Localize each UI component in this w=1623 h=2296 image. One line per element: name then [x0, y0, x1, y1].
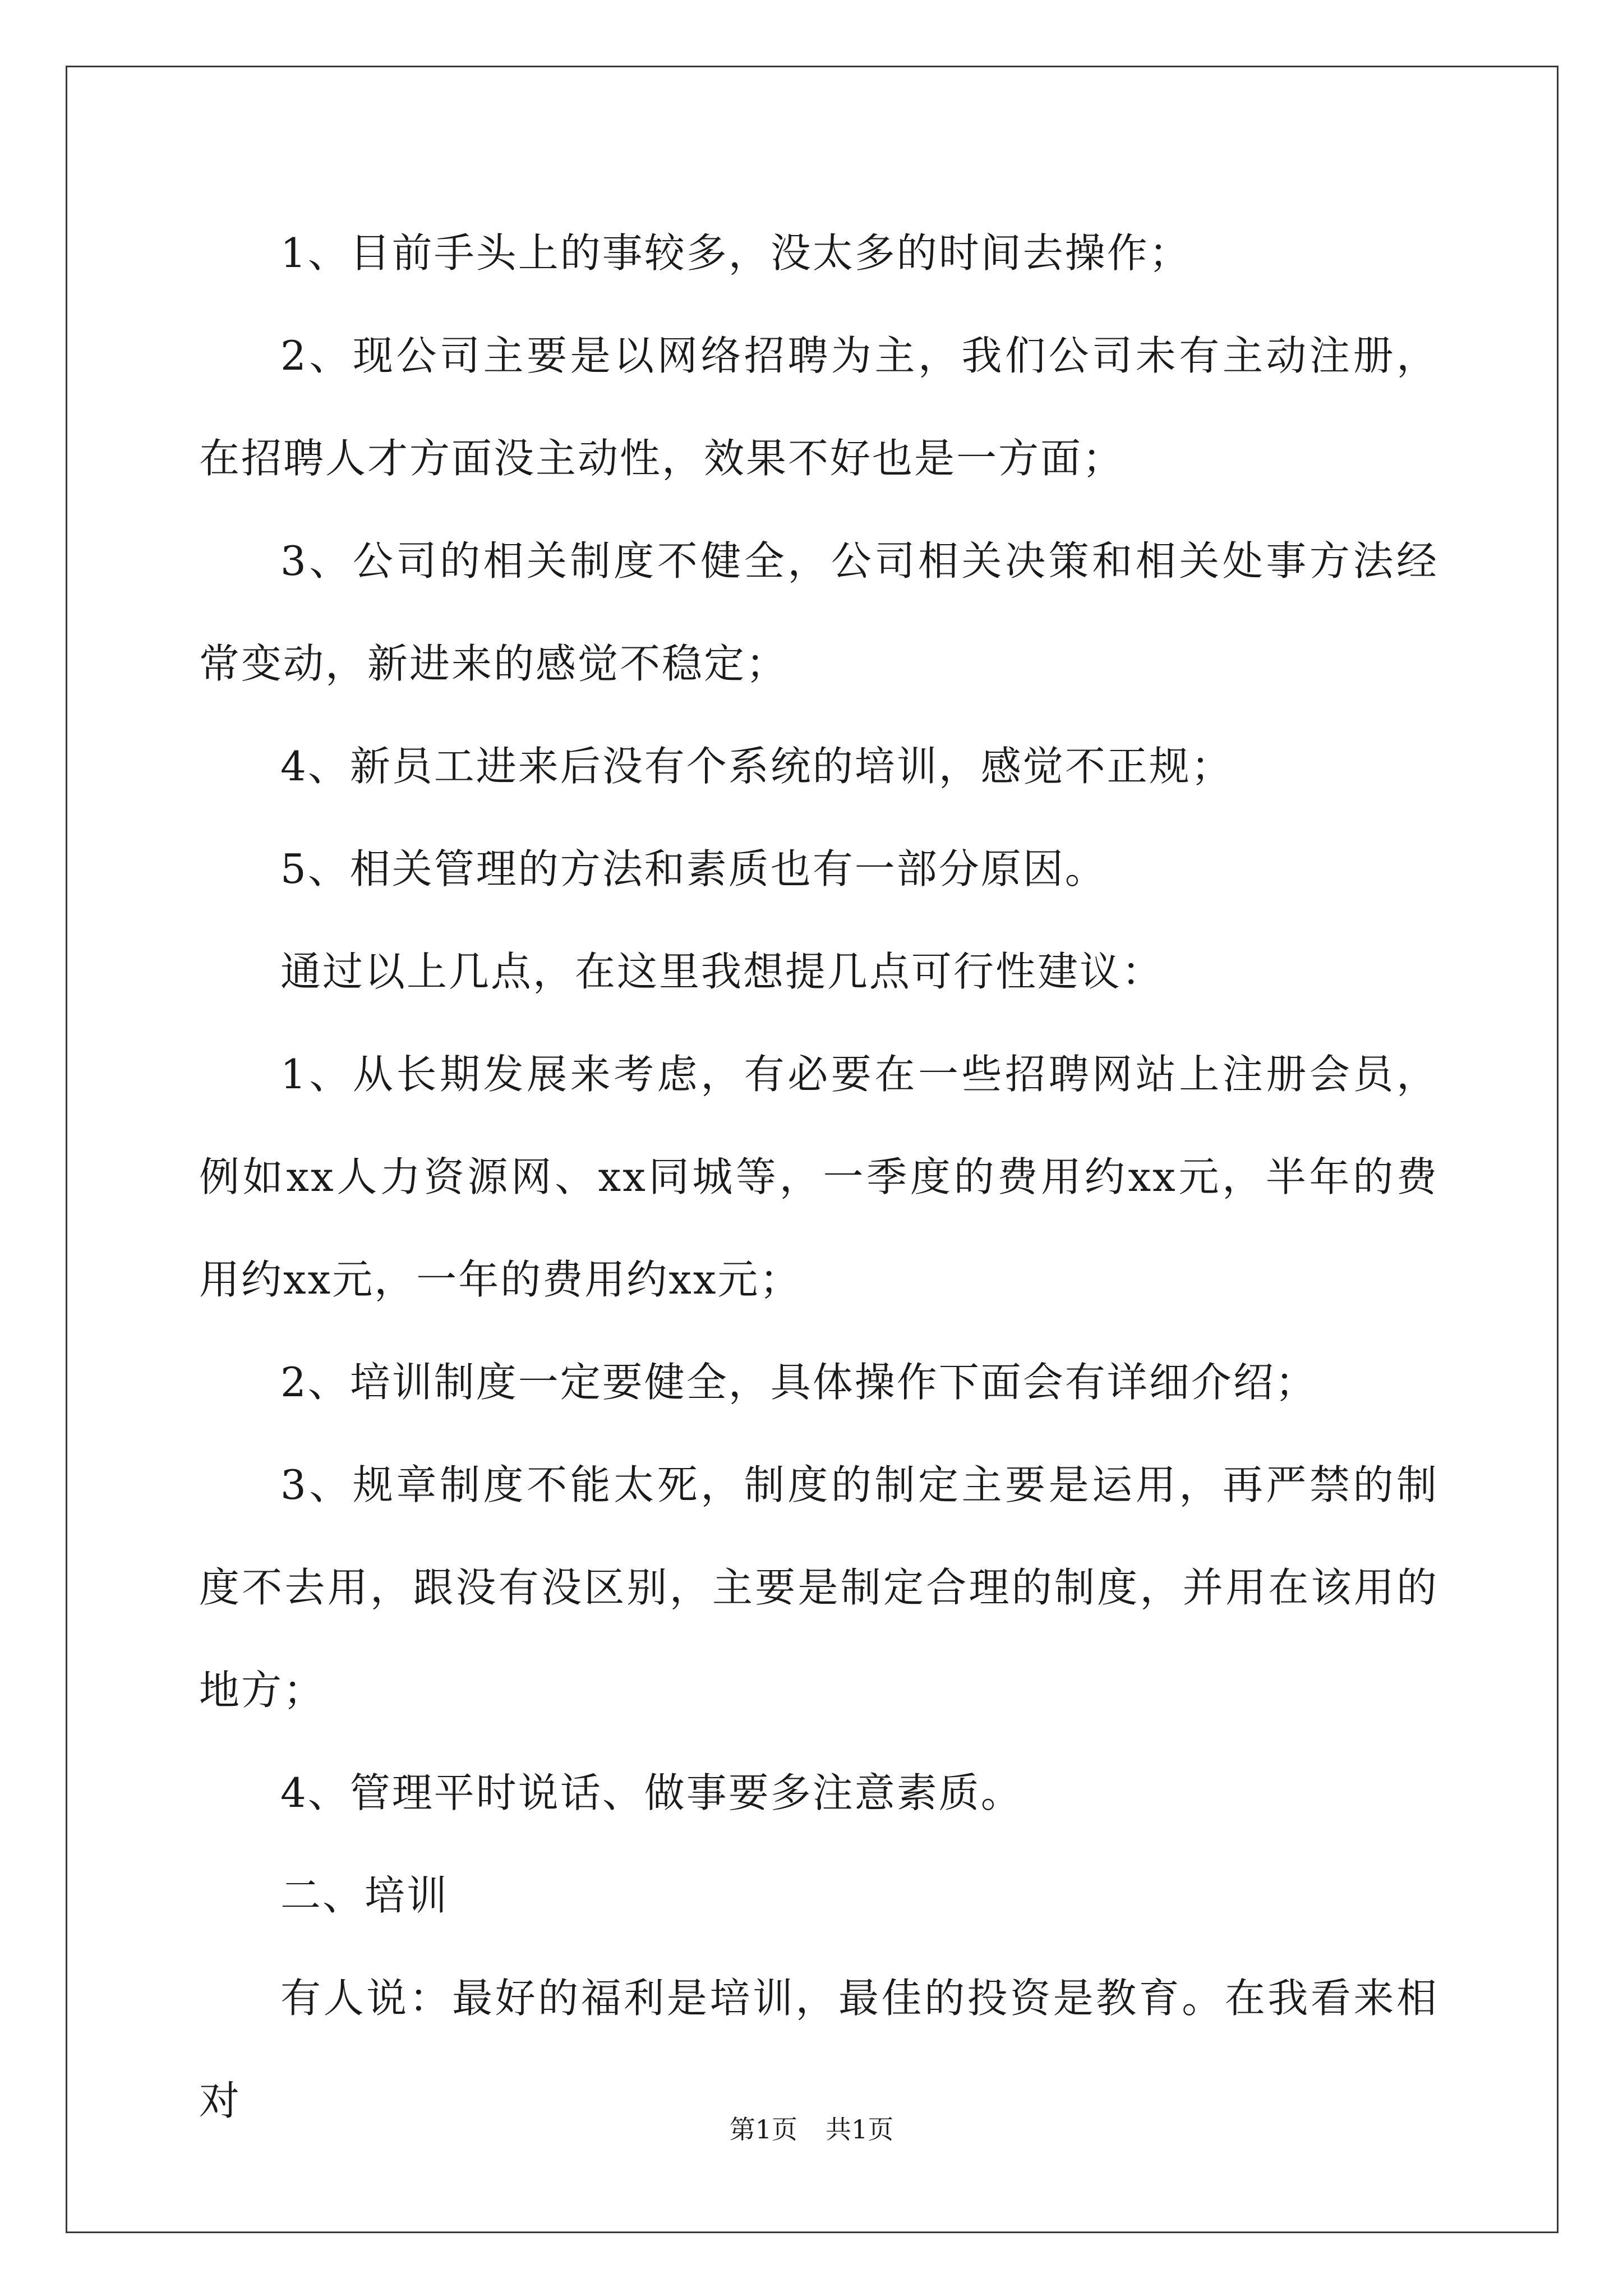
paragraph-5: 5、相关管理的方法和素质也有一部分原因。 — [280, 845, 1107, 892]
paragraph-9: 3、规章制度不能太死，制度的制定主要是运用，再严禁的制度不去用，跟没有没区别，主要是制定合理的制度，并用在该用的地方； — [199, 1461, 1438, 1714]
page-footer — [0, 2113, 1623, 2146]
page-number: 第1页 — [729, 2114, 797, 2145]
paragraph-4: 4、新员工进来后没有个系统的培训，感觉不正规； — [280, 743, 1233, 790]
paragraph-10: 4、管理平时说话、做事要多注意素质。 — [280, 1769, 1023, 1816]
section-heading: 二、培训 — [280, 1872, 449, 1919]
paragraph-1: 1、目前手头上的事较多，没太多的时间去操作； — [280, 229, 1191, 277]
paragraph-12: 有人说：最好的福利是培训，最佳的投资是教育。在我看来相对 — [199, 1975, 1438, 2124]
paragraph-8: 2、培训制度一定要健全，具体操作下面会有详细介绍； — [280, 1359, 1317, 1406]
paragraph-6: 通过以上几点，在这里我想提几点可行性建议： — [280, 948, 1164, 995]
document-body — [199, 202, 1438, 2152]
page-total: 共1页 — [826, 2114, 894, 2145]
paragraph-3: 3、公司的相关制度不健全，公司相关决策和相关处事方法经常变动，新进来的感觉不稳定； — [199, 537, 1438, 687]
paragraph-7: 1、从长期发展来考虑，有必要在一些招聘网站上注册会员，例如xx人力资源网、xx同城等，一季度的费用约xx元，半年的费用约xx元，一年的费用约xx元； — [199, 1051, 1438, 1303]
paragraph-2: 2、现公司主要是以网络招聘为主，我们公司未有主动注册，在招聘人才方面没主动性，效果不好也是一方面； — [199, 332, 1438, 482]
